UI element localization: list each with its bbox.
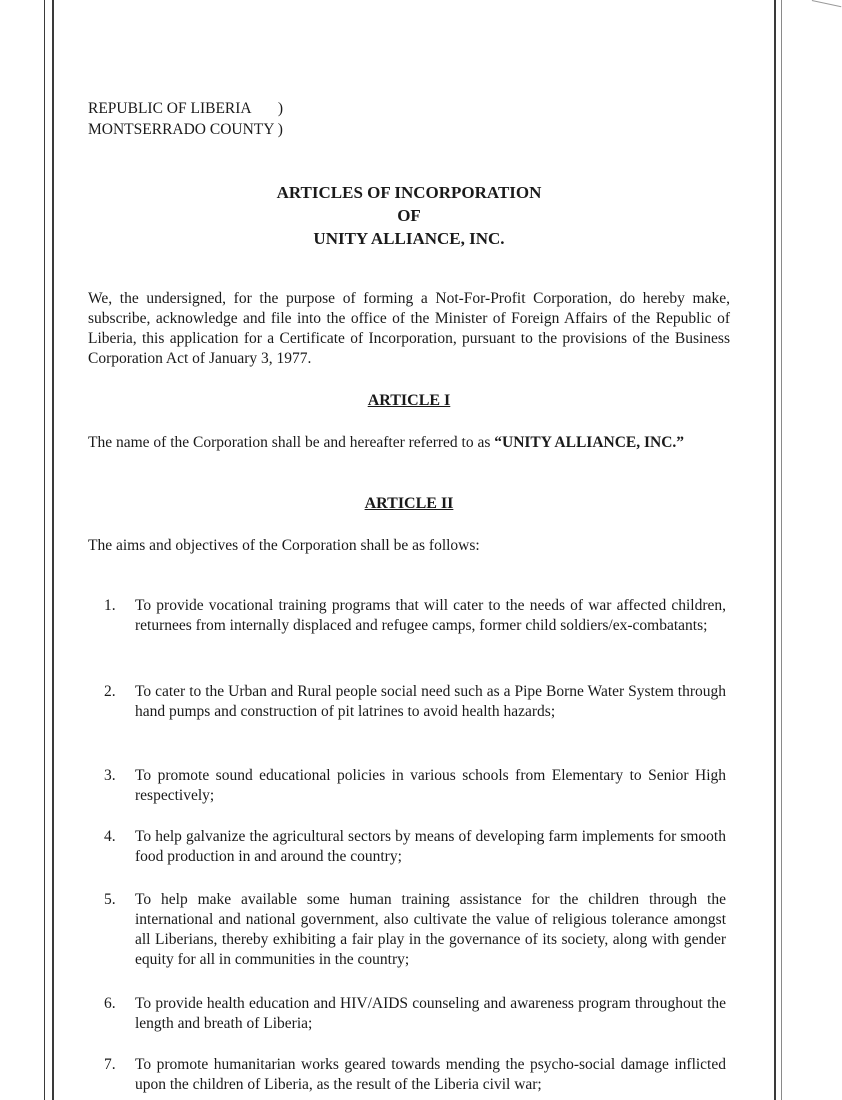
objective-item <box>104 994 726 1034</box>
objective-text: To help make available some human training assistance for the children through the international and national government, also cultivate the value of religious tolerance amongst all Liberians, thereby exhibiting a fair play in the governance of its society, along with gender equity for all in communities in the country; <box>135 891 726 968</box>
objective-number: 2. <box>104 683 116 700</box>
objective-item <box>104 890 726 970</box>
article-1-paragraph <box>88 433 730 453</box>
article-2-intro: The aims and objectives of the Corporation shall be as follows: <box>88 537 480 554</box>
scan-border-left-outer <box>44 0 45 1100</box>
scan-border-right-inner <box>774 0 776 1100</box>
objective-item <box>104 596 726 636</box>
title-line-2: OF <box>397 206 421 225</box>
objective-item <box>104 766 726 806</box>
objective-text: To provide vocational training programs that will cater to the needs of war affected children, returnees from internally displaced and refugee camps, former child soldiers/ex-combatants; <box>135 597 726 634</box>
objective-text: To provide health education and HIV/AIDS counseling and awareness program throughout the length and breath of Liberia; <box>135 995 726 1032</box>
jurisdiction-header <box>88 98 283 140</box>
corporation-name: “UNITY ALLIANCE, INC.” <box>494 434 685 451</box>
article-1-text: The name of the Corporation shall be and hereafter referred to as <box>88 434 495 451</box>
header-line-county: MONTSERRADO COUNTY ) <box>88 121 283 138</box>
scan-border-right-outer <box>781 0 782 1100</box>
objective-item <box>104 682 726 722</box>
objective-text: To help galvanize the agricultural sectors by means of developing farm implements for smooth food production in and around the country; <box>135 828 726 865</box>
objective-item <box>104 827 726 867</box>
objective-item <box>104 1055 726 1095</box>
title-line-1: ARTICLES OF INCORPORATION <box>276 183 542 202</box>
objective-number: 1. <box>104 597 116 614</box>
article-1-heading: ARTICLE I <box>367 392 451 409</box>
objective-number: 4. <box>104 828 116 845</box>
objective-number: 6. <box>104 995 116 1012</box>
objective-number: 7. <box>104 1056 116 1073</box>
scan-corner-mark <box>809 0 841 19</box>
title-line-3: UNITY ALLIANCE, INC. <box>313 229 505 248</box>
objective-number: 3. <box>104 767 116 784</box>
intro-paragraph: We, the undersigned, for the purpose of forming a Not-For-Profit Corporation, do hereby make, subscribe, acknowledge and file into the office of the Minister of Foreign Affairs of the Republic of Liberia, this application for a Certificate of Incorporation, pursuant to the provisions of the Business Corporation Act of January 3, 1977. <box>88 290 730 367</box>
objective-text: To cater to the Urban and Rural people social need such as a Pipe Borne Water System through hand pumps and construction of pit latrines to avoid health hazards; <box>135 683 726 720</box>
scan-border-left-inner <box>52 0 54 1100</box>
document-title <box>88 181 730 250</box>
objective-text: To promote sound educational policies in various schools from Elementary to Senior High respectively; <box>135 767 726 804</box>
objective-text: To promote humanitarian works geared towards mending the psycho-social damage inflicted upon the children of Liberia, as the result of the Liberia civil war; <box>135 1056 726 1093</box>
article-2-heading: ARTICLE II <box>364 495 454 512</box>
header-line-republic: REPUBLIC OF LIBERIA ) <box>88 100 284 117</box>
objective-number: 5. <box>104 891 116 908</box>
